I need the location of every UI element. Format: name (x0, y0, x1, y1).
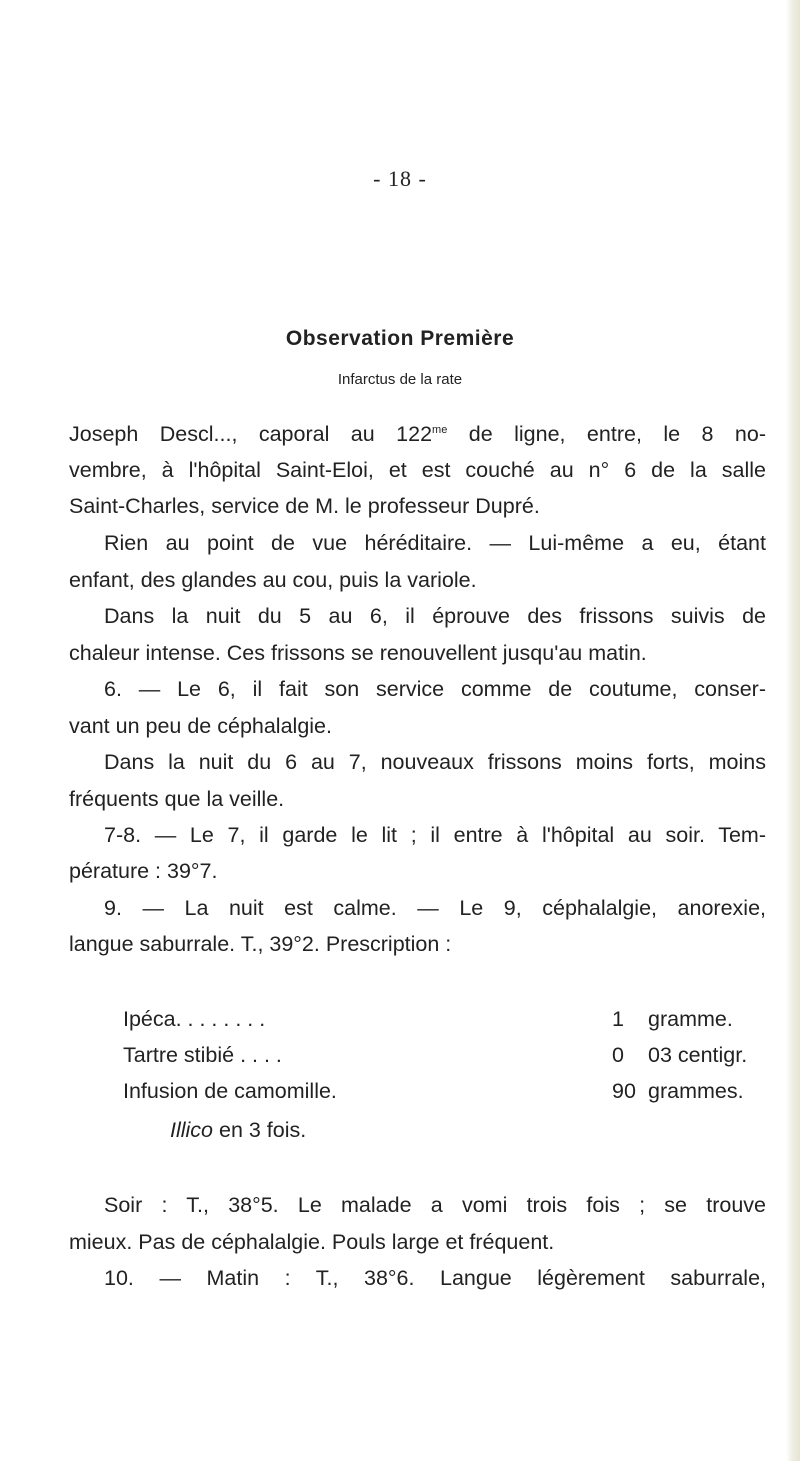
prescription-item-qty: 1 (612, 1007, 624, 1031)
text-line: Dans la nuit du 6 au 7, nouveaux frissons moins forts, moins (104, 750, 766, 774)
text-line: Soir : T., 38°5. Le malade a vomi trois fois ; se trouve (104, 1193, 766, 1217)
text-line: 10. — Matin : T., 38°6. Langue légèrement saburrale, (104, 1266, 766, 1290)
text-line: 9. — La nuit est calme. — Le 9, céphalalgie, anorexie, (104, 896, 766, 920)
prescription-item-qty: 90 (612, 1079, 636, 1103)
ordinal-superscript: me (432, 423, 448, 436)
text-line: vembre, à l'hôpital Saint-Eloi, et est couché au n° 6 de la salle (69, 458, 766, 482)
prescription-item-unit: gramme. (648, 1007, 733, 1031)
prescription-item-name: Infusion de camomille. (123, 1079, 337, 1103)
page-number: - 18 - (373, 166, 427, 191)
prescription-item-unit: 03 centigr. (648, 1043, 748, 1067)
text-line: 7-8. — Le 7, il garde le lit ; il entre à l'hôpital au soir. Tem- (104, 823, 766, 847)
page-edge (786, 0, 800, 1461)
prescription-instruction: Illico en 3 fois. (170, 1118, 307, 1142)
text-line: chaleur intense. Ces frissons se renouvellent jusqu'au matin. (69, 641, 647, 665)
text-line: Rien au point de vue héréditaire. — Lui-même a eu, étant (104, 531, 766, 555)
text-line: Dans la nuit du 5 au 6, il éprouve des frissons suivis de (104, 604, 766, 628)
text-line: Saint-Charles, service de M. le professeur Dupré. (69, 494, 540, 518)
text-line: pérature : 39°7. (69, 859, 218, 883)
text-line: vant un peu de céphalalgie. (69, 714, 332, 738)
prescription-item-name: Ipéca. . . . . . . . (123, 1007, 266, 1031)
prescription-item-unit: grammes. (648, 1079, 744, 1103)
prescription-item-qty: 0 (612, 1043, 624, 1067)
text-line: Joseph Descl..., caporal au $122^{me}$ de ligne, entre, le 8 no- (69, 422, 766, 446)
prescription-item-name: Tartre stibié . . . . (123, 1043, 282, 1067)
text-line: fréquents que la veille. (69, 787, 285, 811)
text-line: 6. — Le 6, il fait son service comme de coutume, conser- (104, 677, 766, 701)
text-line: mieux. Pas de céphalalgie. Pouls large et fréquent. (69, 1230, 555, 1254)
text-line: langue saburrale. T., 39°2. Prescription : (69, 932, 452, 956)
observation-title: Observation Première (285, 327, 515, 350)
observation-subtitle: Infarctus de la rate (337, 371, 463, 388)
text-line: enfant, des glandes au cou, puis la variole. (69, 568, 477, 592)
